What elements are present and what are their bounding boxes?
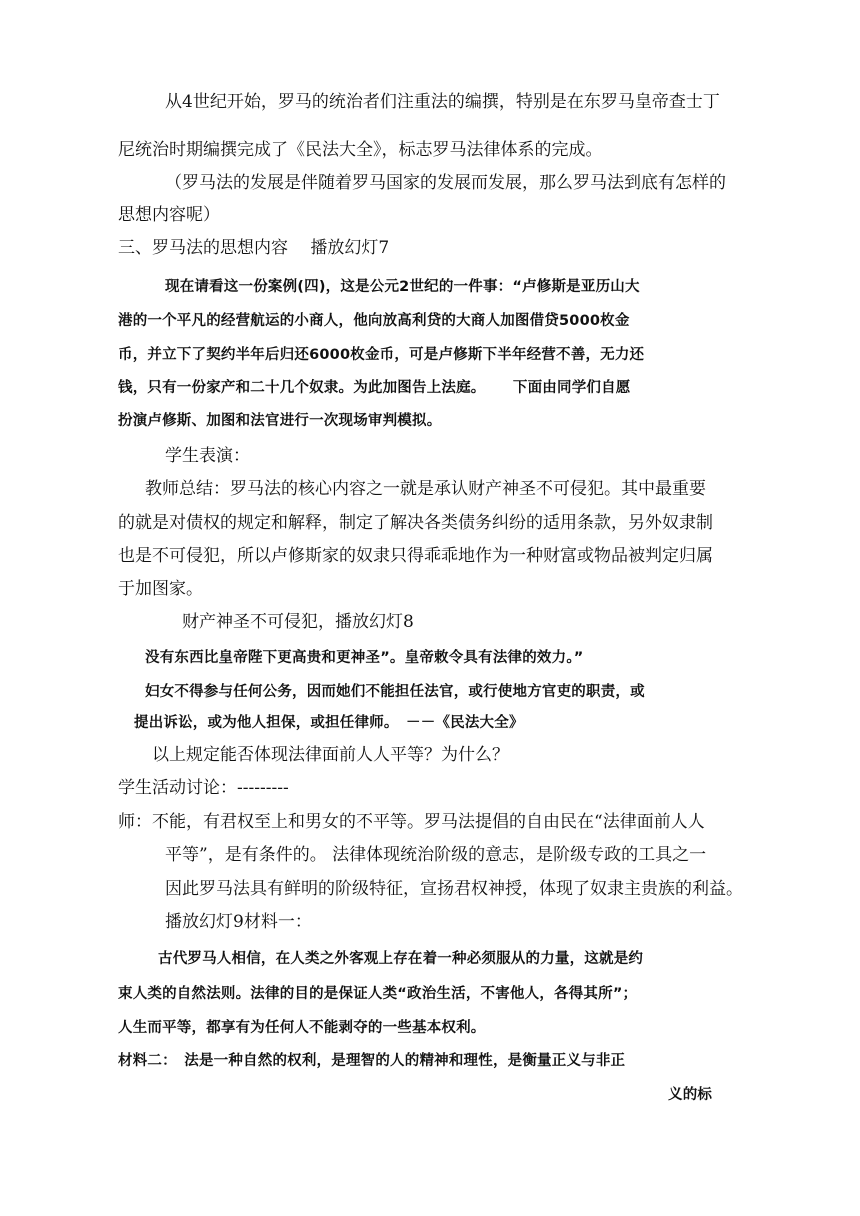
material-line: 材料二： 法是一种自然的权利，是理智的人的精神和理性，是衡量正义与非正 <box>118 1053 626 1069</box>
paragraph-line: 师：不能，有君权至上和男女的不平等。罗马法提倡的自由民在“法律面前人人 <box>118 812 705 832</box>
material-line: 人生而平等，都享有为任何人不能剥夺的一些基本权利。 <box>118 1020 486 1036</box>
paragraph-line: 也是不可侵犯，所以卢修斯家的奴隶只得乖乖地作为一种财富或物品被判定归属 <box>118 546 713 566</box>
case-text-line: 钱，只有一份家产和二十几个奴隶。为此加图告上法庭。 下面由同学们自愿 <box>118 380 631 396</box>
quote-line: 提出诉讼，或为他人担保，或担任律师。 －－《民法大全》 <box>134 715 524 731</box>
case-text-line: 港的一个平凡的经营航运的小商人，他向放高利贷的大商人加图借贷5000枚金 <box>118 313 630 329</box>
paragraph-line: 尼统治时期编撰完成了《民法大全》，标志罗马法律体系的完成。 <box>118 140 603 160</box>
paragraph-line: 教师总结：罗马法的核心内容之一就是承认财产神圣不可侵犯。其中最重要 <box>145 479 706 499</box>
paragraph-line: 思想内容呢） <box>118 205 220 225</box>
paragraph-line: 财产神圣不可侵犯，播放幻灯8 <box>182 612 414 632</box>
paragraph-line: 的就是对债权的规定和解释，制定了解决各类债务纠纷的适用条款，另外奴隶制 <box>118 513 713 533</box>
paragraph-line: 平等”，是有条件的。 法律体现统治阶级的意志，是阶级专政的工具之一 <box>165 845 707 865</box>
section-heading: 三、罗马法的思想内容 播放幻灯7 <box>118 238 390 258</box>
quote-line: 没有东西比皇帝陛下更高贵和更神圣”。皇帝敕令具有法律的效力。” <box>145 650 584 666</box>
paragraph-line: 学生表演： <box>165 446 250 466</box>
material-line: 古代罗马人相信，在人类之外客观上存在着一种必须服从的力量，这就是约 <box>158 951 644 967</box>
material-line: 束人类的自然法则。法律的目的是保证人类“政治生活，不害他人，各得其所”； <box>118 986 638 1002</box>
case-text-line: 币，并立下了契约半年后归还6000枚金币，可是卢修斯下半年经营不善，无力还 <box>118 347 645 363</box>
case-text-line: 现在请看这一份案例(四)，这是公元2世纪的一件事：“卢修斯是亚历山大 <box>165 279 640 295</box>
paragraph-line: 以上规定能否体现法律面前人人平等？为什么？ <box>152 745 509 765</box>
paragraph-line: 于加图家。 <box>118 579 203 599</box>
material-line: 义的标 <box>668 1087 713 1103</box>
paragraph-line: （罗马法的发展是伴随着罗马国家的发展而发展，那么罗马法到底有怎样的 <box>165 173 726 193</box>
paragraph-line: 因此罗马法具有鲜明的阶级特征，宣扬君权神授，体现了奴隶主贵族的利益。 <box>165 879 743 899</box>
paragraph-line: 学生活动讨论：--------- <box>118 778 289 798</box>
case-text-line: 扮演卢修斯、加图和法官进行一次现场审判模拟。 <box>118 413 442 429</box>
paragraph-line: 播放幻灯9材料一： <box>165 912 312 932</box>
paragraph-line: 从4世纪开始，罗马的统治者们注重法的编撰，特别是在东罗马皇帝查士丁 <box>165 92 720 112</box>
quote-line: 妇女不得参与任何公务，因而她们不能担任法官，或行使地方官吏的职责，或 <box>145 684 645 700</box>
